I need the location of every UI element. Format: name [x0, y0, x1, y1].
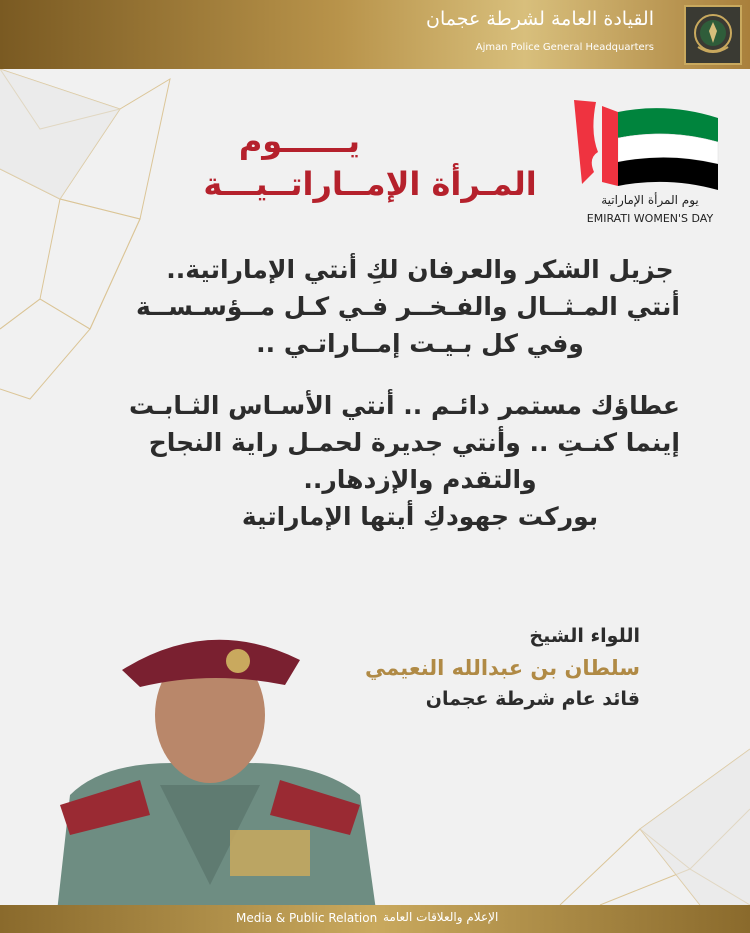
message-line-4: عطاؤك مستمر دائـم .. أنتي الأسـاس الثـابـت	[128, 391, 680, 420]
message-line-6: والتقدم والإزدهار..	[303, 465, 537, 494]
footer-label-english: Media & Public Relation	[236, 911, 378, 925]
message-line-5: إينما كنـتِ .. وأنتي جديرة لحمـل راية النجاح	[148, 428, 680, 457]
footer-label-arabic: الإعلام والعلاقات العامة	[383, 910, 499, 924]
signature-rank: اللواء الشيخ	[529, 625, 640, 647]
signature-position: قائد عام شرطة عجمان	[425, 688, 640, 710]
title-line-1: يــــــوم	[238, 122, 360, 160]
womens-day-label-english: EMIRATI WOMEN'S DAY	[586, 212, 714, 225]
message-line-7: بوركت جهودكِ أيتها الإماراتية	[241, 502, 599, 531]
message-line-2: أنتي المـثــال والفـخــر فـي كـل مــؤسـســة	[136, 292, 680, 321]
org-name-arabic: القيادة العامة لشرطة عجمان	[426, 8, 654, 30]
message-line-1: جزيل الشكر والعرفان لكِ أنتي الإماراتية..	[166, 255, 674, 284]
signature-name: سلطان بن عبدالله النعيمي	[364, 656, 640, 680]
org-name-english: Ajman Police General Headquarters	[475, 42, 654, 53]
emirati-womens-day-logo	[568, 92, 728, 232]
womens-day-label-arabic: يوم المرأة الإماراتية	[601, 193, 699, 207]
message-line-3: وفي كل بـيـت إمــاراتـي ..	[256, 329, 584, 358]
commander-portrait	[30, 625, 390, 905]
title-line-2: المـرأة الإمــاراتــيـــة	[203, 165, 537, 203]
police-emblem-icon	[684, 5, 742, 65]
